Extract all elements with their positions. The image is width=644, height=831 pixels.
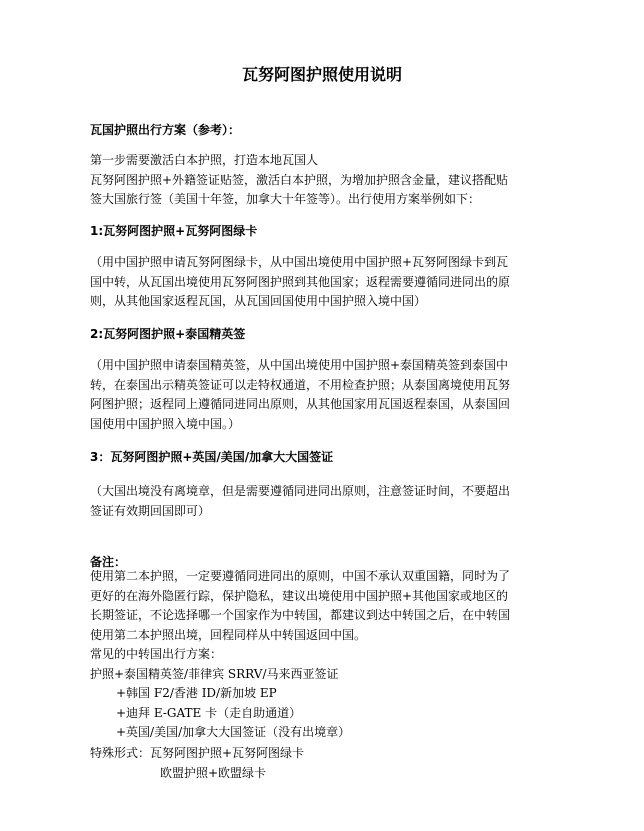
option3-heading: 3：瓦努阿图护照+英国/美国/加拿大大国签证 [90,450,334,464]
option2-line: 国使用中国护照入境中国。） [90,416,241,431]
option2-paragraph [90,356,560,434]
notes-line: 常见的中转国出行方案： [90,647,223,661]
notes-paragraph [90,567,560,743]
notes-line: 护照+泰国精英签/菲律宾 SRRV/马来西亚签证 [90,666,339,681]
intro-line: 签大国旅行签（美国十年签，加拿大十年签等）。出行使用方案举例如下： [90,192,481,206]
option3-line: 签证有效期回国即可） [90,503,211,518]
notes-line: 更好的在海外隐匿行踪，保护隐私，建议出境使用中国护照+其他国家或地区的 [90,588,509,603]
option2-line: 阿图护照；返程同上遵循同进同出原则，从其他国家用瓦国返程泰国，从泰国回 [90,397,511,411]
option3-paragraph [90,482,560,521]
document-title: 瓦努阿图护照使用说明 [241,65,402,84]
plan-heading: 瓦国护照出行方案（参考）： [90,123,241,137]
option3-line: （大国出境没有离境章，但是需要遵循同进同出原则，注意签证时间，不要超出 [90,484,511,498]
option2-line: （用中国护照申请泰国精英签，从中国出境使用中国护照+泰国精英签到泰国中 [90,358,509,372]
notes-heading: 备注： [90,555,127,569]
notes-line: 使用第二本护照出境，回程同样从中转国返回中国。 [90,627,367,642]
transit-line: +韩国 F2/香港 ID/新加坡 EP [116,686,277,700]
option1-line: 则，从其他国家返程瓦国，从瓦国回国使用中国护照入境中国） [90,294,427,308]
option1-heading: 1:瓦努阿图护照+瓦努阿图绿卡 [90,224,258,238]
intro-paragraph [90,151,560,210]
option2-heading: 2:瓦努阿图护照+泰国精英签 [90,327,246,341]
notes-line: 使用第二本护照，一定要遵循同进同出的原则，中国不承认双重国籍，同时为了 [90,569,511,583]
option1-line: （用中国护照申请瓦努阿图绿卡，从中国出境使用中国护照+瓦努阿图绿卡到瓦 [90,255,509,269]
transit-line: +英国/美国/加拿大大国签证（没有出境章） [116,725,351,739]
notes-line: 长期签证，不论选择哪一个国家作为中转国，都建议到达中转国之后，在中转国 [90,608,511,622]
special-form-line: 特殊形式：瓦努阿图护照+瓦努阿图绿卡 [90,746,305,760]
option1-paragraph [90,253,560,312]
option2-line: 转，在泰国出示精英签证可以走特权通道，不用检查护照；从泰国离境使用瓦努 [90,377,511,392]
special-form-paragraph [90,744,560,783]
intro-line: 第一步需要激活白本护照，打造本地瓦国人 [90,153,319,167]
option1-line: 国中转，从瓦国出境使用瓦努阿图护照到其他国家；返程需要遵循同进同出的原 [90,274,511,289]
transit-line: +迪拜 E-GATE 卡（走自助通道） [116,705,302,720]
intro-line: 瓦努阿图护照+外籍签证贴签，激活白本护照，为增加护照含金量，建议搭配贴 [90,172,509,187]
special-form-line: 欧盟护照+欧盟绿卡 [160,765,267,780]
